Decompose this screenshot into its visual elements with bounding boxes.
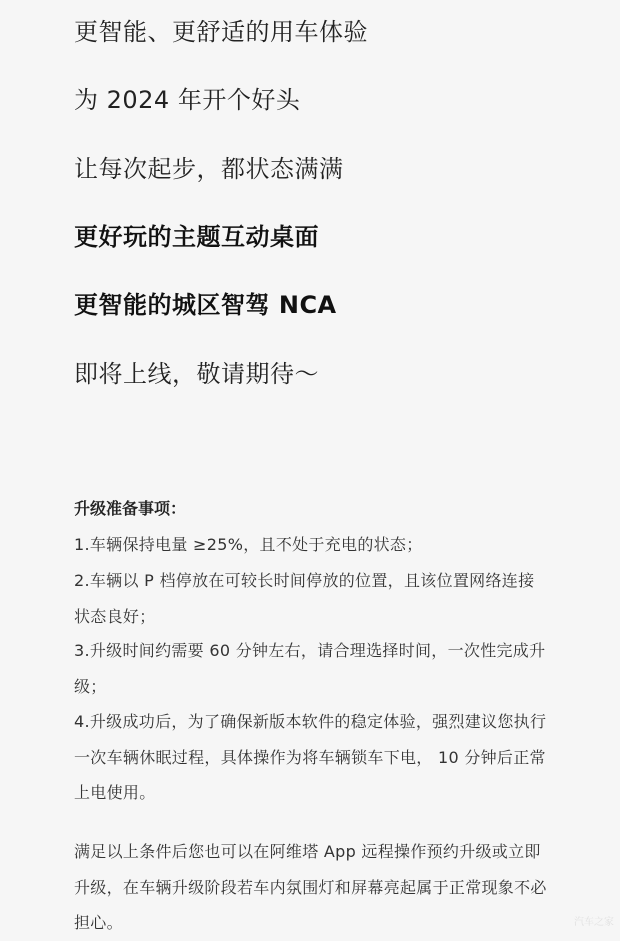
- headline-every-start: 让每次起步，都状态满满: [74, 155, 344, 183]
- note-item-battery: 1.车辆保持电量 ≥25%，且不处于充电的状态；: [74, 535, 423, 554]
- headline-2024: 为 2024 年开个好头: [74, 86, 301, 114]
- note-item-duration: 3.升级时间约需要 60 分钟左右，请合理选择时间，一次性完成升级；: [74, 641, 546, 696]
- notes-title: 升级准备事项：: [74, 499, 187, 518]
- headline-city-nca: 更智能的城区智驾 NCA: [74, 291, 337, 319]
- note-item-parking: 2.车辆以 P 档停放在可较长时间停放的位置，且该位置网络连接状态良好；: [74, 571, 535, 626]
- footer-remote-upgrade-text: 满足以上条件后您也可以在阿维塔 App 远程操作预约升级或立即升级，在车辆升级阶段若车内氛围灯和屏幕亮起属于正常现象不必担心。: [74, 842, 547, 932]
- headline-coming-soon: 即将上线，敬请期待～: [74, 360, 319, 388]
- headline-theme-desktop: 更好玩的主题互动桌面: [74, 223, 319, 251]
- note-item-sleep: 4.升级成功后，为了确保新版本软件的稳定体验，强烈建议您执行一次车辆休眠过程，具体操作为将车辆锁车下电， 10 分钟后正常上电使用。: [74, 712, 547, 802]
- headline-smart-comfort: 更智能、更舒适的用车体验: [74, 18, 368, 46]
- watermark-logo: 汽车之家: [574, 917, 614, 928]
